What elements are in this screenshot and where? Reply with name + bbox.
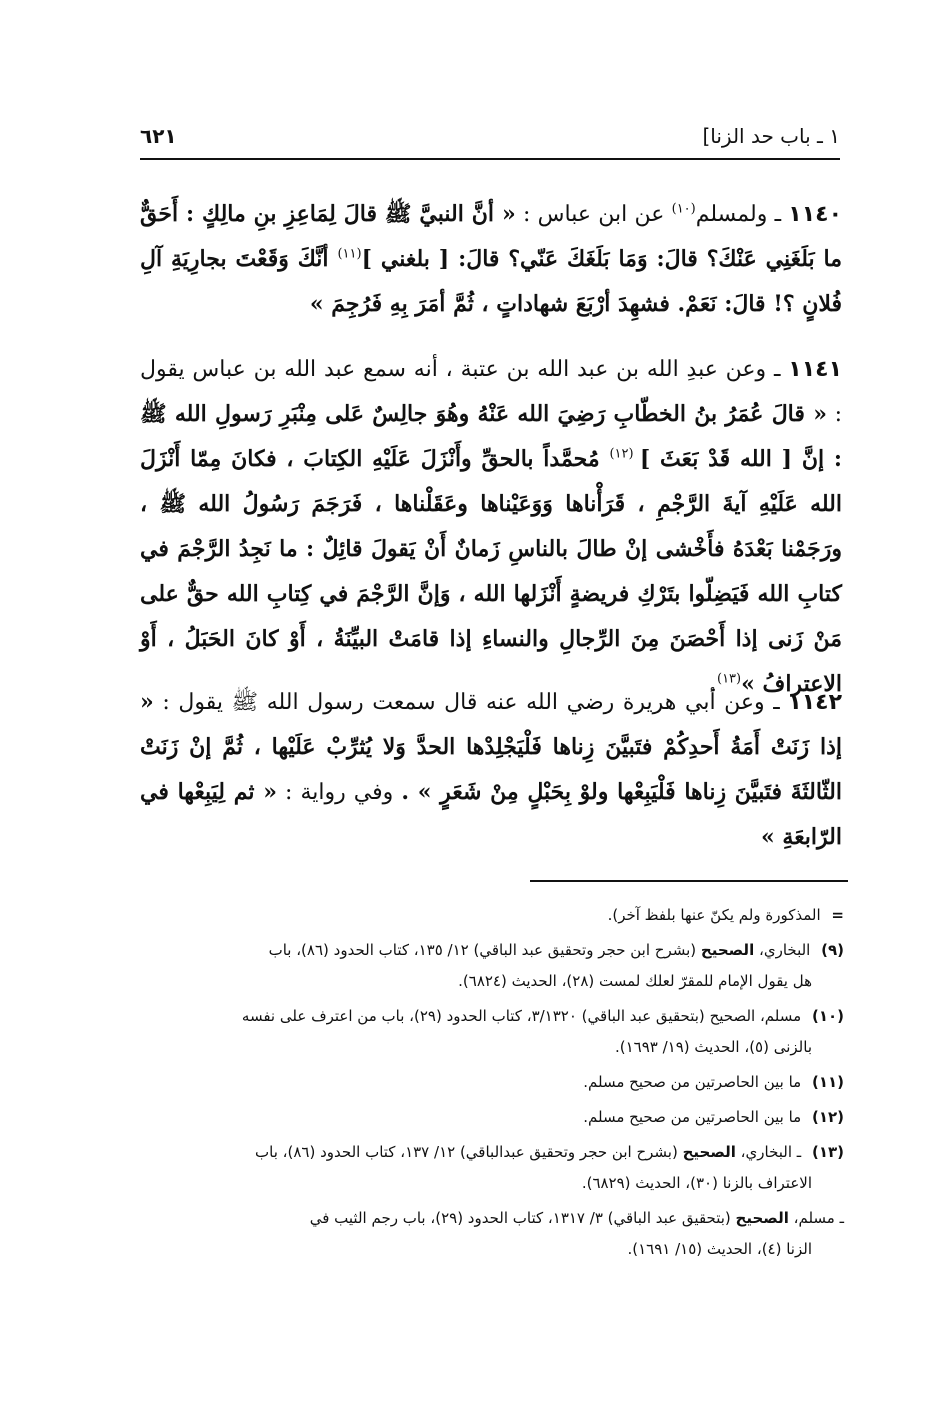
footnotes [130, 900, 844, 1269]
hadith-text: « إذا زَنَتْ أَمَةُ أَحدِكُمْ فتَبيَّنَ زِناها فَلْيَجْلِدْها الحدَّ وَلا يُثرِّبْ عَلَيْها ، ثُمَّ إنْ زَنَتْ الثّالثَةَ فتَبيَّنَ زِناها فَلْيَبِعْها ولوْ بِحَبْلٍ مِنْ شَعَرٍ » . [140, 689, 842, 805]
page-number: ٦٢١ [140, 124, 177, 148]
footnote-text-continued: الاعتراف بالزنا (٣٠)، الحديث (٦٨٢٩). [581, 1174, 812, 1192]
footnote-text-continued: الزنا (٤)، الحديث (١٥/ ١٦٩١). [627, 1240, 812, 1258]
hadith-end: . [709, 672, 717, 697]
footnote-11 [130, 1067, 844, 1098]
footnote-text: (بشرح ابن حجر وتحقيق عبدالباقي) ١٢/ ١٣٧، كتاب الحدود (٨٦)، باب [255, 1143, 683, 1161]
footnote-marker: (١١) [811, 1073, 844, 1091]
hadith-number: ١١٤٠ [788, 202, 843, 227]
footnote-12 [130, 1102, 844, 1133]
footnote-text: (بتحقيق عبد الباقي) ٣/١٣٢٠، كتاب الحدود (٢٩)، باب من اعترف على نفسه [241, 1007, 710, 1025]
hadith-number: ١١٤١ [788, 357, 842, 382]
footnote-marker: = [831, 906, 844, 924]
footnote-marker: (١٢) [811, 1108, 844, 1126]
footnote-marker: (١٠) [811, 1007, 844, 1025]
hadith-text: « أنَّ النبيَّ ﷺ قالَ لِمَاعِزِ بنِ مالِكٍ : أَحَقٌّ ما بَلَغَنِي عَنْكَ؟ قالَ: وَمَا بَلَغَكَ عَنّي؟ قالَ: [ بلغني ] [140, 201, 843, 272]
footnote-marker: (٩) [821, 941, 844, 959]
chapter-title: ١ ـ باب حد الزنا] [702, 124, 840, 148]
footnote-book-title: الصحيح [682, 1143, 736, 1161]
footnote-book-title: الصحيح [735, 1209, 789, 1227]
footnote-source: ـ البخاري، [735, 1143, 802, 1161]
footnote-text: المذكورة ولم يكنّ عنها بلفظ آخر). [607, 906, 821, 924]
hadith-variant-text: « ثم لِيَبِعْها في الرّابعَةِ » [140, 779, 842, 850]
footnote-source: البخاري، [754, 941, 811, 959]
footnote-text: ما بين الحاصرتين من صحيح مسلم. [583, 1108, 802, 1126]
footnote-text-continued: بالزنى (٥)، الحديث (١٩/ ١٦٩٣). [614, 1038, 812, 1056]
footnote-ref: (١٢) [609, 446, 640, 462]
hadith-intro: ـ وعن عبدِ الله بن عبد الله بن عتبة ، أنه سمع عبد الله بن عباس يقول : [140, 357, 842, 427]
hadith-1140 [140, 192, 842, 327]
footnote-10 [130, 1001, 844, 1063]
footnote-ref: (١٣) [716, 671, 742, 687]
hadith-narrator: عن ابن عباس : [515, 202, 672, 227]
footnote-text: ما بين الحاصرتين من صحيح مسلم. [583, 1073, 802, 1091]
footnote-text-continued: هل يقول الإمام للمقرّ لعلك لمست (٢٨)، الحديث (٦٨٢٤). [458, 972, 812, 990]
footnote-marker: (١٣) [811, 1143, 844, 1161]
hadith-text: « قالَ عُمَرُ بنُ الخطّابِ رَضِيَ الله عَنْهُ وهُوَ جالِسٌ عَلى مِنْبَرِ رَسولِ الله ﷺ : إنَّ [ الله قَدْ بَعَثَ ] [140, 401, 842, 472]
hadith-1142 [140, 680, 842, 860]
footnote-13 [130, 1137, 844, 1199]
hadith-variant-intro: وفي رواية : [276, 780, 402, 805]
footnote-9 [130, 935, 844, 997]
footnote-text: (بتحقيق عبد الباقي) ٣/ ١٣١٧، كتاب الحدود (٢٩)، باب رجم الثيب في [309, 1209, 736, 1227]
footnote-book-title: الصحيح [700, 941, 755, 959]
hadith-intro: ـ وعن أبي هريرة رضي الله عنه قال سمعت رسول الله ﷺ يقول : [153, 690, 789, 715]
hadith-text-continued: مُحمَّداً بالحقِّ وأَنْزَلَ عَلَيْهِ الكِتابَ ، فكانَ مِمّا أَنْزَلَ الله عَلَيْهِ آيةَ الرَّجْمِ ، قَرَأْناها وَوَعَيْناها وعَقَلْناها ، فَرَجَمَ رَسُولُ الله ﷺ ، ورَجَمْنا بَعْدَهُ فأَخْشى إنْ طالَ بالناسِ زَمانٌ أَنْ يَقولَ قائِلٌ : ما نَجِدُ الرَّجْمَ في كتابِ الله فَيَضِلّوا بتَرْكِ فريضةٍ أَنْزَلها الله ، وَإنَّ الرَّجْمَ في كِتابِ الله حقٌّ على مَنْ زَنى إذا أَحْصَنَ مِنَ الرِّجالِ والنساءِ إذا قامَتْ البيِّنَةُ ، أَوْ كانَ الحَبَلُ ، أَوْ الاعترافُ » [140, 446, 842, 697]
footnote-13-second-source [130, 1203, 844, 1265]
footnote-ref: (١١) [337, 246, 362, 262]
hadith-number: ١١٤٢ [788, 690, 842, 715]
footnote-text: (بشرح ابن حجر وتحقيق عبد الباقي) ١٢/ ١٣٥، كتاب الحدود (٨٦)، باب [268, 941, 701, 959]
running-header [140, 118, 840, 160]
hadith-intro: ـ ولمسلم [695, 202, 789, 227]
footnote-source: ـ مسلم، [788, 1209, 844, 1227]
hadith-1141 [140, 347, 842, 707]
footnote-separator [530, 880, 848, 882]
footnote-continued [130, 900, 844, 931]
footnote-source: مسلم، الصحيح [709, 1007, 802, 1025]
hadith-text-continued: أنَّكَ وَقَعْتَ بجارِيَةِ آلِ فُلانٍ ؟! قالَ: نَعَمْ. فشهِدَ أرْبَعَ شهاداتٍ ، ثُمَّ أمَرَ بِهِ فَرُجِمَ » [140, 246, 842, 317]
footnote-ref: (١٠) [671, 201, 696, 217]
